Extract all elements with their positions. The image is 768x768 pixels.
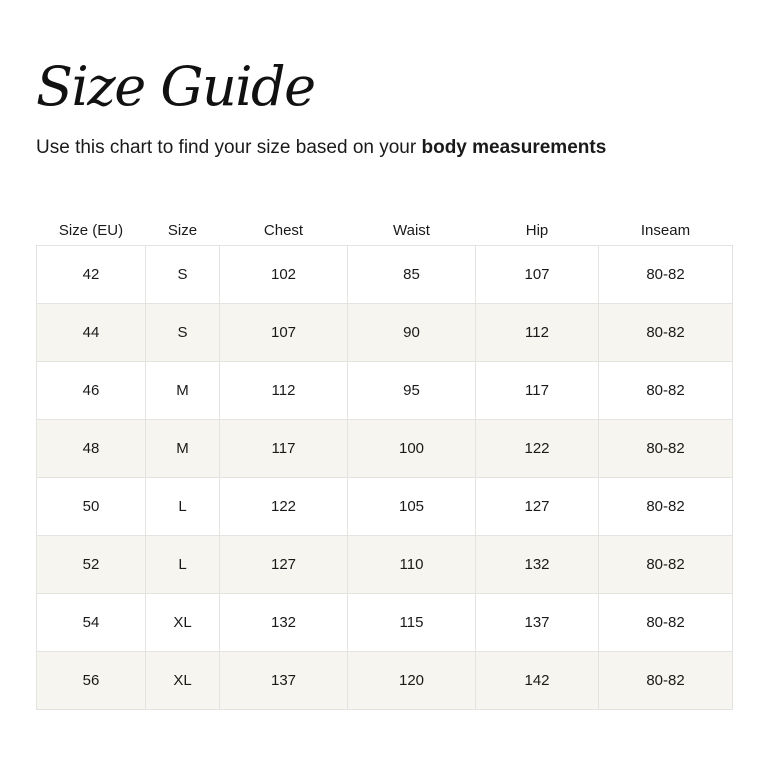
- column-header-hip: Hip: [525, 222, 549, 239]
- cell-size: S: [146, 304, 220, 362]
- column-header-waist: Waist: [393, 222, 430, 239]
- cell-inseam: 80-82: [599, 362, 733, 420]
- cell-size-eu: 56: [37, 652, 146, 710]
- cell-chest: 127: [220, 536, 348, 594]
- cell-size: L: [146, 478, 220, 536]
- page-subtitle: [36, 136, 606, 160]
- table-row: [37, 362, 733, 420]
- cell-hip: 112: [476, 304, 599, 362]
- size-table: [36, 202, 733, 710]
- cell-size: M: [146, 362, 220, 420]
- cell-waist: 85: [348, 246, 476, 304]
- cell-inseam: 80-82: [599, 594, 733, 652]
- cell-waist: 120: [348, 652, 476, 710]
- cell-size: XL: [146, 594, 220, 652]
- cell-waist: 105: [348, 478, 476, 536]
- cell-waist: 100: [348, 420, 476, 478]
- column-header-inseam: Inseam: [640, 222, 691, 239]
- cell-size-eu: 52: [37, 536, 146, 594]
- table-row: [37, 536, 733, 594]
- column-header-size-eu: Size (EU): [58, 222, 124, 239]
- cell-waist: 95: [348, 362, 476, 420]
- cell-inseam: 80-82: [599, 420, 733, 478]
- cell-size: M: [146, 420, 220, 478]
- cell-size: XL: [146, 652, 220, 710]
- cell-waist: 115: [348, 594, 476, 652]
- table-row: [37, 304, 733, 362]
- cell-hip: 142: [476, 652, 599, 710]
- cell-inseam: 80-82: [599, 536, 733, 594]
- cell-size-eu: 50: [37, 478, 146, 536]
- table-body: [37, 246, 733, 710]
- cell-inseam: 80-82: [599, 652, 733, 710]
- cell-hip: 137: [476, 594, 599, 652]
- cell-inseam: 80-82: [599, 478, 733, 536]
- cell-size: S: [146, 246, 220, 304]
- page-title: Size Guide: [36, 55, 315, 118]
- cell-chest: 102: [220, 246, 348, 304]
- cell-chest: 137: [220, 652, 348, 710]
- cell-inseam: 80-82: [599, 246, 733, 304]
- cell-hip: 132: [476, 536, 599, 594]
- cell-chest: 132: [220, 594, 348, 652]
- subtitle-emphasis: body measurements: [421, 137, 607, 158]
- cell-chest: 122: [220, 478, 348, 536]
- cell-size-eu: 48: [37, 420, 146, 478]
- table-row: [37, 478, 733, 536]
- cell-size-eu: 54: [37, 594, 146, 652]
- cell-hip: 122: [476, 420, 599, 478]
- subtitle-text: Use this chart to find your size based on your: [36, 137, 422, 158]
- cell-hip: 117: [476, 362, 599, 420]
- cell-waist: 90: [348, 304, 476, 362]
- cell-inseam: 80-82: [599, 304, 733, 362]
- cell-size-eu: 46: [37, 362, 146, 420]
- cell-waist: 110: [348, 536, 476, 594]
- cell-size: L: [146, 536, 220, 594]
- cell-chest: 107: [220, 304, 348, 362]
- table-header: [37, 202, 733, 246]
- table-row: [37, 246, 733, 304]
- column-header-chest: Chest: [263, 222, 304, 239]
- table-row: [37, 652, 733, 710]
- table-row: [37, 420, 733, 478]
- cell-size-eu: 44: [37, 304, 146, 362]
- cell-hip: 127: [476, 478, 599, 536]
- column-header-size: Size: [167, 222, 198, 239]
- header-row: [37, 202, 733, 246]
- table-row: [37, 594, 733, 652]
- cell-size-eu: 42: [37, 246, 146, 304]
- cell-hip: 107: [476, 246, 599, 304]
- cell-chest: 112: [220, 362, 348, 420]
- cell-chest: 117: [220, 420, 348, 478]
